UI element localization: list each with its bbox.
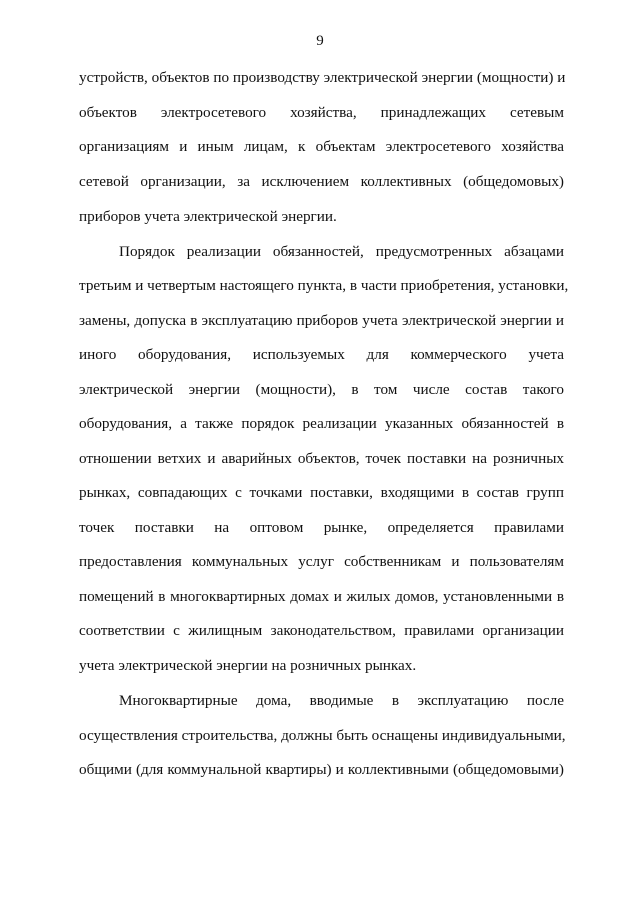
text-line: Порядок реализации обязанностей, предусмотренных абзацами [119,243,564,260]
text-line: точек поставки на оптовом рынке, определяется правилами [79,519,564,536]
text-line: иного оборудования, используемых для коммерческого учета [79,346,564,363]
text-line: осуществления строительства, должны быть оснащены индивидуальными, [79,727,566,744]
text-line: объектов электросетевого хозяйства, принадлежащих сетевым [79,104,564,121]
text-line: рынках, совпадающих с точками поставки, входящими в состав групп [79,484,564,501]
text-line: Многоквартирные дома, вводимые в эксплуатацию после [119,692,564,709]
text-line: оборудования, а также порядок реализации указанных обязанностей в [79,415,564,432]
text-line: организациям и иным лицам, к объектам электросетевого хозяйства [79,138,564,155]
text-line: устройств, объектов по производству электрической энергии (мощности) и [79,69,566,86]
text-line: сетевой организации, за исключением коллективных (общедомовых) [79,173,564,190]
text-line: отношении ветхих и аварийных объектов, точек поставки на розничных [79,450,564,467]
text-line: электрической энергии (мощности), в том числе состав такого [79,381,564,398]
page-number: 9 [316,33,324,49]
text-line: третьим и четвертым настоящего пункта, в части приобретения, установки, [79,277,569,294]
text-line: помещений в многоквартирных домах и жилых домов, установленными в [79,588,564,605]
text-line: замены, допуска в эксплуатацию приборов учета электрической энергии и [79,312,564,329]
text-line: приборов учета электрической энергии. [79,208,337,225]
text-line: учета электрической энергии на розничных рынках. [79,657,417,674]
text-line: соответствии с жилищным законодательством, правилами организации [79,622,564,639]
text-line: предоставления коммунальных услуг собственникам и пользователям [79,553,564,570]
text-line: общими (для коммунальной квартиры) и коллективными (общедомовыми) [79,761,564,778]
